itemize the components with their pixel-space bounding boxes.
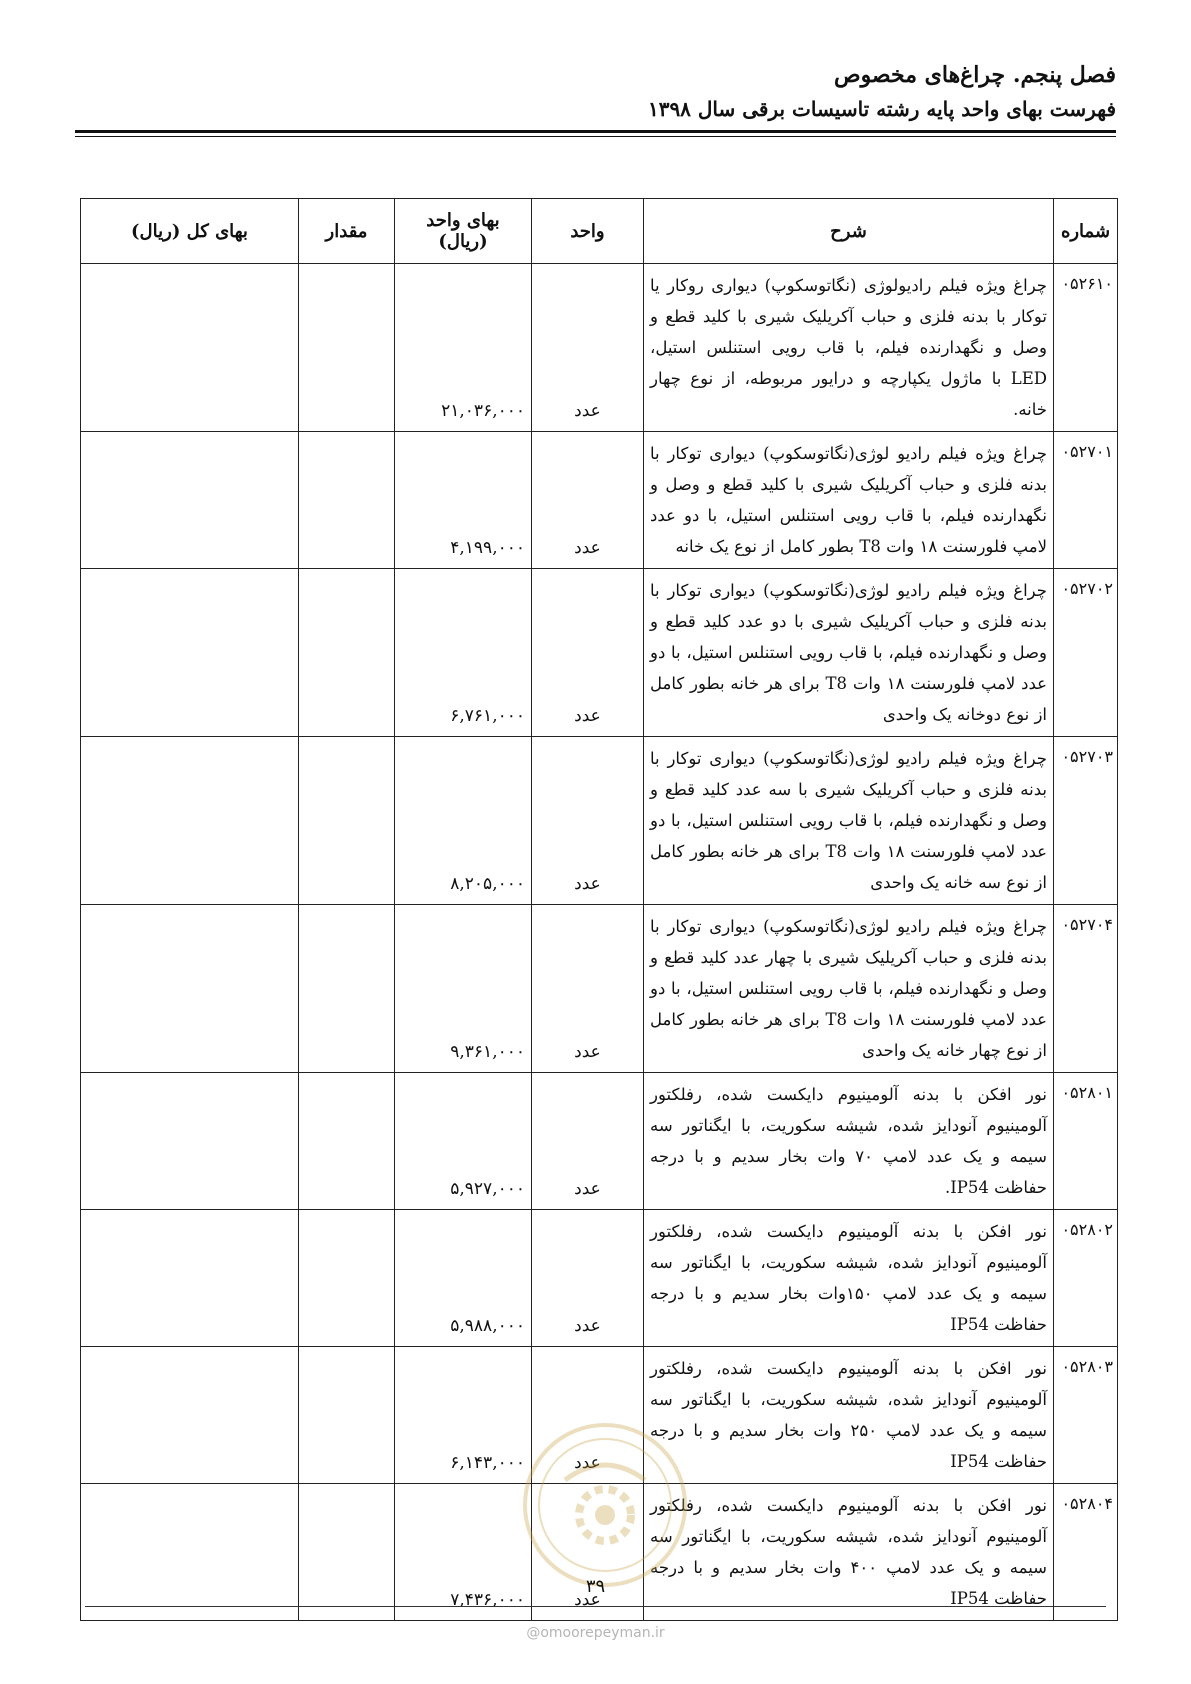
item-description: نور افکن با بدنه آلومینیوم دایکست شده، رفلکتور آلومینیوم آنودایز شده، شیشه سکوریت، با ایگناتور سه سیمه و یک عدد لامپ ۴۰۰ وات بخار سدیم و با درجه حفاظت IP54	[644, 1484, 1054, 1621]
col-header-unit: واحد	[532, 199, 644, 264]
item-unit: عدد	[532, 905, 644, 1073]
item-unit-price: ۲۱,۰۳۶,۰۰۰	[395, 264, 532, 432]
header-divider-thin	[75, 136, 1116, 137]
item-description: چراغ ویژه فیلم رادیو لوژی(نگاتوسکوپ) دیواری توکار با بدنه فلزی و حباب آکریلیک شیری با چهار عدد کلید قطع و وصل و نگهدارنده فیلم، با قاب رویی استنلس استیل، با دو عدد لامپ فلورسنت ۱۸ وات T8 برای هر خانه بطور کامل از نوع چهار خانه یک واحدی	[644, 905, 1054, 1073]
table-row	[81, 1347, 1118, 1484]
table-row	[81, 1210, 1118, 1347]
item-quantity	[299, 264, 395, 432]
item-code: ۰۵۲۷۰۴	[1054, 905, 1118, 1073]
table-row	[81, 1073, 1118, 1210]
item-total-price	[81, 1210, 299, 1347]
table-row	[81, 569, 1118, 737]
item-code: ۰۵۲۸۰۴	[1054, 1484, 1118, 1621]
item-quantity	[299, 432, 395, 569]
item-code: ۰۵۲۷۰۱	[1054, 432, 1118, 569]
col-header-total-price: بهای کل (ریال)	[81, 199, 299, 264]
item-unit: عدد	[532, 569, 644, 737]
item-unit: عدد	[532, 432, 644, 569]
item-code: ۰۵۲۸۰۳	[1054, 1347, 1118, 1484]
item-unit-price: ۹,۳۶۱,۰۰۰	[395, 905, 532, 1073]
item-unit-price: ۶,۱۴۳,۰۰۰	[395, 1347, 532, 1484]
col-header-code: شماره	[1054, 199, 1118, 264]
item-unit: عدد	[532, 1484, 644, 1621]
chapter-title: فصل پنجم. چراغ‌های مخصوص	[833, 62, 1116, 88]
header-divider-thick	[75, 130, 1116, 133]
item-unit: عدد	[532, 1210, 644, 1347]
item-unit-price: ۸,۲۰۵,۰۰۰	[395, 737, 532, 905]
item-unit-price: ۷,۴۳۶,۰۰۰	[395, 1484, 532, 1621]
price-list-title: فهرست بهای واحد پایه رشته تاسیسات برقی سال ۱۳۹۸	[647, 97, 1116, 121]
price-table	[80, 198, 1118, 1621]
item-code: ۰۵۲۷۰۳	[1054, 737, 1118, 905]
page-header	[75, 58, 1116, 126]
item-unit: عدد	[532, 737, 644, 905]
col-header-quantity: مقدار	[299, 199, 395, 264]
item-unit: عدد	[532, 264, 644, 432]
col-header-description: شرح	[644, 199, 1054, 264]
item-code: ۰۵۲۷۰۲	[1054, 569, 1118, 737]
footer-divider	[85, 1606, 1106, 1607]
item-quantity	[299, 905, 395, 1073]
item-total-price	[81, 264, 299, 432]
item-unit-price: ۴,۱۹۹,۰۰۰	[395, 432, 532, 569]
table-row	[81, 1484, 1118, 1621]
item-description: چراغ ویژه فیلم رادیولوژی (نگاتوسکوپ) دیواری روکار یا توکار با بدنه فلزی و حباب آکریلیک شیری با کلید قطع و وصل و نگهدارنده فیلم، با قاب رویی استنلس استیل، LED با ماژول یکپارچه و درایور مربوطه، از نوع چهار خانه.	[644, 264, 1054, 432]
item-description: چراغ ویژه فیلم رادیو لوژی(نگاتوسکوپ) دیواری توکار با بدنه فلزی و حباب آکریلیک شیری با دو عدد کلید قطع و وصل و نگهدارنده فیلم، با قاب رویی استنلس استیل، با دو عدد لامپ فلورسنت ۱۸ وات T8 برای هر خانه بطور کامل از نوع دوخانه یک واحدی	[644, 569, 1054, 737]
item-quantity	[299, 1210, 395, 1347]
item-code: ۰۵۲۶۱۰	[1054, 264, 1118, 432]
item-total-price	[81, 905, 299, 1073]
table-row	[81, 264, 1118, 432]
table-header-row	[81, 199, 1118, 264]
item-description: چراغ ویژه فیلم رادیو لوژی(نگاتوسکوپ) دیواری توکار با بدنه فلزی و حباب آکریلیک شیری با سه عدد کلید قطع و وصل و نگهدارنده فیلم، با قاب رویی استنلس استیل، با دو عدد لامپ فلورسنت ۱۸ وات T8 برای هر خانه بطور کامل از نوع سه خانه یک واحدی	[644, 737, 1054, 905]
col-header-unit-price: بهای واحد (ریال)	[395, 199, 532, 264]
watermark-url: @omoorepeyman.ir	[526, 1625, 665, 1641]
item-total-price	[81, 569, 299, 737]
item-unit-price: ۵,۹۲۷,۰۰۰	[395, 1073, 532, 1210]
page-number: ۳۹	[585, 1576, 606, 1597]
item-quantity	[299, 737, 395, 905]
item-total-price	[81, 1347, 299, 1484]
item-code: ۰۵۲۸۰۱	[1054, 1073, 1118, 1210]
table-row	[81, 432, 1118, 569]
item-quantity	[299, 1073, 395, 1210]
item-description: نور افکن با بدنه آلومینیوم دایکست شده، رفلکتور آلومینیوم آنودایز شده، شیشه سکوریت، با ایگناتور سه سیمه و یک عدد لامپ ۲۵۰ وات بخار سدیم و با درجه حفاظت IP54	[644, 1347, 1054, 1484]
item-description: چراغ ویژه فیلم رادیو لوژی(نگاتوسکوپ) دیواری توکار با بدنه فلزی و حباب آکریلیک شیری با کلید قطع و وصل و نگهدارنده فیلم، با قاب رویی استنلس استیل، با دو عدد لامپ فلورسنت ۱۸ وات T8 بطور کامل از نوع یک خانه	[644, 432, 1054, 569]
item-code: ۰۵۲۸۰۲	[1054, 1210, 1118, 1347]
table-row	[81, 905, 1118, 1073]
item-total-price	[81, 1073, 299, 1210]
item-unit: عدد	[532, 1073, 644, 1210]
table-row	[81, 737, 1118, 905]
item-quantity	[299, 1347, 395, 1484]
item-description: نور افکن با بدنه آلومینیوم دایکست شده، رفلکتور آلومینیوم آنودایز شده، شیشه سکوریت، با ایگناتور سه سیمه و یک عدد لامپ ۱۵۰وات بخار سدیم و با درجه حفاظت IP54	[644, 1210, 1054, 1347]
item-total-price	[81, 737, 299, 905]
item-quantity	[299, 569, 395, 737]
item-quantity	[299, 1484, 395, 1621]
item-unit: عدد	[532, 1347, 644, 1484]
item-unit-price: ۵,۹۸۸,۰۰۰	[395, 1210, 532, 1347]
item-unit-price: ۶,۷۶۱,۰۰۰	[395, 569, 532, 737]
item-description: نور افکن با بدنه آلومینیوم دایکست شده، رفلکتور آلومینیوم آنودایز شده، شیشه سکوریت، با ایگناتور سه سیمه و یک عدد لامپ ۷۰ وات بخار سدیم و با درجه حفاظت IP54.	[644, 1073, 1054, 1210]
item-total-price	[81, 1484, 299, 1621]
item-total-price	[81, 432, 299, 569]
